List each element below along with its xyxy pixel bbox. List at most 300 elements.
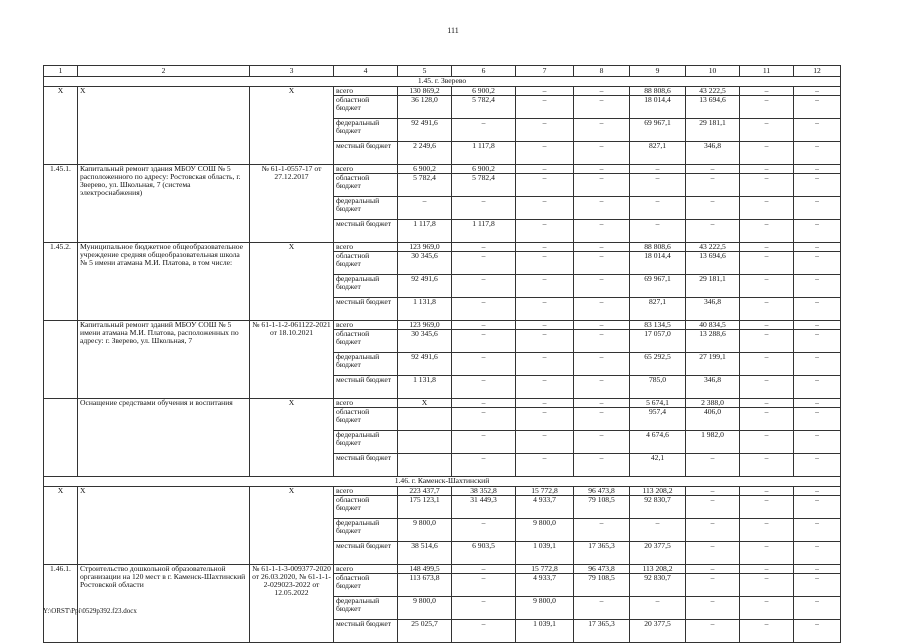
value-cell: – (516, 165, 574, 174)
budget-type: местный бюджет (334, 376, 398, 399)
value-cell: – (740, 165, 794, 174)
value-cell: – (794, 376, 841, 399)
budget-type: местный бюджет (334, 298, 398, 321)
budget-type: всего (334, 87, 398, 96)
value-cell: – (794, 542, 841, 565)
value-cell: – (452, 565, 516, 574)
value-cell: 113 208,2 (630, 565, 686, 574)
value-cell: – (452, 243, 516, 252)
value-cell: – (740, 519, 794, 542)
value-cell: – (516, 174, 574, 197)
document-ref: X (250, 87, 334, 165)
value-cell: 92 491,6 (398, 119, 452, 142)
item-name: Капитальный ремонт зданий МБОУ СОШ № 5 имени атамана М.И. Платова, расположенных по адресу: г. Зверево, ул. Школьная, 7 (78, 321, 250, 399)
value-cell: – (452, 353, 516, 376)
value-cell: 346,8 (686, 298, 740, 321)
value-cell: 5 782,4 (398, 174, 452, 197)
value-cell: 15 772,8 (516, 565, 574, 574)
item-number: 1.45.1. (44, 165, 78, 243)
column-header: 1 (44, 66, 78, 77)
value-cell: – (686, 487, 740, 496)
value-cell: – (686, 496, 740, 519)
value-cell: 1 117,8 (452, 142, 516, 165)
value-cell: 17 365,3 (574, 542, 630, 565)
value-cell: – (794, 96, 841, 119)
value-cell: – (574, 142, 630, 165)
budget-type: федеральный бюджет (334, 197, 398, 220)
value-cell: – (794, 353, 841, 376)
value-cell: 88 808,6 (630, 87, 686, 96)
value-cell: 92 491,6 (398, 353, 452, 376)
value-cell: – (516, 275, 574, 298)
file-path-footer: Y:\ORST\Ppi\0529p392.f23.docx (43, 607, 137, 615)
value-cell: 957,4 (630, 408, 686, 431)
document-ref: № 61-1-0557-17 от 27.12.2017 (250, 165, 334, 243)
section-title: 1.46. г. Каменск-Шахтинский (44, 477, 841, 487)
budget-type: местный бюджет (334, 542, 398, 565)
budget-type: федеральный бюджет (334, 353, 398, 376)
value-cell: X (398, 399, 452, 408)
value-cell: – (794, 565, 841, 574)
value-cell: – (398, 197, 452, 220)
value-cell: 4 933,7 (516, 496, 574, 519)
value-cell: – (740, 487, 794, 496)
value-cell: 92 830,7 (630, 496, 686, 519)
value-cell: – (630, 220, 686, 243)
document-ref: № 61-1-1-3-009377-2020 от 26.03.2020, № 61-1-1-2-029023-2022 от 12.05.2022 (250, 565, 334, 643)
value-cell: 17 057,0 (630, 330, 686, 353)
value-cell: 113 673,8 (398, 574, 452, 597)
value-cell: 83 134,5 (630, 321, 686, 330)
document-ref: № 61-1-1-2-061122-2021 от 18.10.2021 (250, 321, 334, 399)
budget-type: местный бюджет (334, 220, 398, 243)
value-cell: 6 900,2 (452, 165, 516, 174)
value-cell: – (452, 321, 516, 330)
budget-type: федеральный бюджет (334, 119, 398, 142)
value-cell: – (574, 87, 630, 96)
value-cell: – (516, 298, 574, 321)
value-cell: – (740, 220, 794, 243)
item-name: Оснащение средствами обучения и воспитания (78, 399, 250, 477)
value-cell: 13 694,6 (686, 252, 740, 275)
value-cell: – (574, 519, 630, 542)
value-cell: 4 933,7 (516, 574, 574, 597)
value-cell: – (574, 408, 630, 431)
page-number: 111 (447, 26, 459, 35)
value-cell: – (452, 330, 516, 353)
value-cell: – (686, 565, 740, 574)
value-cell: – (740, 408, 794, 431)
value-cell: 827,1 (630, 142, 686, 165)
value-cell: – (452, 454, 516, 477)
value-cell: – (740, 87, 794, 96)
header-row (44, 66, 841, 77)
value-cell: 785,0 (630, 376, 686, 399)
value-cell: – (794, 197, 841, 220)
value-cell: – (794, 330, 841, 353)
budget-type: всего (334, 321, 398, 330)
value-cell: – (794, 620, 841, 643)
value-cell: – (516, 399, 574, 408)
value-cell: – (740, 275, 794, 298)
value-cell: – (574, 275, 630, 298)
budget-type: областной бюджет (334, 330, 398, 353)
value-cell: – (740, 496, 794, 519)
value-cell: – (794, 298, 841, 321)
value-cell: – (574, 165, 630, 174)
value-cell: – (516, 220, 574, 243)
value-cell: – (574, 96, 630, 119)
budget-type: местный бюджет (334, 620, 398, 643)
value-cell: – (574, 220, 630, 243)
value-cell: – (794, 321, 841, 330)
document-ref: X (250, 399, 334, 477)
value-cell: 6 900,2 (452, 87, 516, 96)
value-cell: – (794, 597, 841, 620)
value-cell: 69 967,1 (630, 275, 686, 298)
value-cell: – (630, 174, 686, 197)
column-header: 4 (334, 66, 398, 77)
value-cell: – (686, 165, 740, 174)
value-cell: – (452, 275, 516, 298)
table-row (44, 165, 841, 174)
value-cell: – (740, 96, 794, 119)
value-cell: – (516, 321, 574, 330)
value-cell: 31 449,3 (452, 496, 516, 519)
value-cell: – (740, 321, 794, 330)
value-cell: 79 108,5 (574, 496, 630, 519)
value-cell: – (574, 597, 630, 620)
value-cell: – (574, 119, 630, 142)
value-cell: 175 123,1 (398, 496, 452, 519)
value-cell: – (452, 519, 516, 542)
value-cell: – (794, 574, 841, 597)
budget-type: местный бюджет (334, 454, 398, 477)
value-cell: 38 352,8 (452, 487, 516, 496)
value-cell: 92 830,7 (630, 574, 686, 597)
document-ref: X (250, 243, 334, 321)
value-cell: 20 377,5 (630, 620, 686, 643)
value-cell: – (630, 165, 686, 174)
value-cell: – (516, 119, 574, 142)
value-cell: – (452, 597, 516, 620)
value-cell: 15 772,8 (516, 487, 574, 496)
table-row (44, 565, 841, 574)
value-cell: 346,8 (686, 376, 740, 399)
value-cell: – (452, 298, 516, 321)
section-title-row (44, 477, 841, 487)
table-row (44, 487, 841, 496)
value-cell: – (740, 330, 794, 353)
value-cell: 1 131,8 (398, 376, 452, 399)
value-cell: – (740, 376, 794, 399)
table-row (44, 321, 841, 330)
column-header: 5 (398, 66, 452, 77)
value-cell: – (794, 220, 841, 243)
value-cell: – (516, 142, 574, 165)
item-number: 1.46.1. (44, 565, 78, 643)
budget-type: областной бюджет (334, 174, 398, 197)
value-cell: – (574, 174, 630, 197)
value-cell: 123 969,0 (398, 243, 452, 252)
value-cell: 130 869,2 (398, 87, 452, 96)
value-cell: – (794, 87, 841, 96)
value-cell: – (740, 574, 794, 597)
value-cell: – (516, 243, 574, 252)
value-cell: – (686, 197, 740, 220)
value-cell: – (740, 119, 794, 142)
value-cell: – (740, 142, 794, 165)
value-cell: – (794, 454, 841, 477)
value-cell: 30 345,6 (398, 252, 452, 275)
value-cell: – (794, 243, 841, 252)
value-cell: – (740, 399, 794, 408)
value-cell: – (794, 252, 841, 275)
value-cell: – (452, 376, 516, 399)
value-cell: 69 967,1 (630, 119, 686, 142)
column-header: 12 (794, 66, 841, 77)
value-cell: 1 131,8 (398, 298, 452, 321)
value-cell: – (452, 408, 516, 431)
value-cell: – (686, 620, 740, 643)
value-cell: – (516, 197, 574, 220)
value-cell: 406,0 (686, 408, 740, 431)
value-cell: – (740, 353, 794, 376)
value-cell: 5 782,4 (452, 96, 516, 119)
value-cell: – (740, 174, 794, 197)
column-header: 9 (630, 66, 686, 77)
value-cell: 9 800,0 (516, 597, 574, 620)
value-cell: – (740, 243, 794, 252)
value-cell: – (574, 243, 630, 252)
value-cell: 6 900,2 (398, 165, 452, 174)
document-ref: X (250, 487, 334, 565)
value-cell: – (630, 197, 686, 220)
value-cell: 1 039,1 (516, 620, 574, 643)
budget-type: федеральный бюджет (334, 431, 398, 454)
value-cell: – (574, 197, 630, 220)
value-cell: 13 288,6 (686, 330, 740, 353)
item-name: Капитальный ремонт здания МБОУ СОШ № 5 расположенного по адресу: Ростовская область, г. Зверево, ул. Школьная, 7 (система электроснабжения) (78, 165, 250, 243)
value-cell: 1 982,0 (686, 431, 740, 454)
value-cell: – (630, 597, 686, 620)
value-cell: – (516, 353, 574, 376)
value-cell: – (686, 574, 740, 597)
item-number (44, 399, 78, 477)
value-cell: – (794, 399, 841, 408)
value-cell (398, 431, 452, 454)
budget-type: областной бюджет (334, 408, 398, 431)
value-cell: 18 014,4 (630, 96, 686, 119)
column-header: 2 (78, 66, 250, 77)
value-cell: – (794, 119, 841, 142)
budget-type: всего (334, 565, 398, 574)
value-cell: 148 499,5 (398, 565, 452, 574)
value-cell: 123 969,0 (398, 321, 452, 330)
value-cell: – (686, 220, 740, 243)
budget-type: всего (334, 487, 398, 496)
value-cell: – (452, 431, 516, 454)
column-header: 7 (516, 66, 574, 77)
value-cell: 36 128,0 (398, 96, 452, 119)
budget-type: областной бюджет (334, 252, 398, 275)
value-cell: – (686, 454, 740, 477)
value-cell: 43 222,5 (686, 243, 740, 252)
value-cell: – (740, 431, 794, 454)
value-cell: – (794, 165, 841, 174)
value-cell: 5 674,1 (630, 399, 686, 408)
value-cell: – (574, 353, 630, 376)
value-cell: 42,1 (630, 454, 686, 477)
value-cell: – (452, 119, 516, 142)
budget-type: федеральный бюджет (334, 597, 398, 620)
value-cell: – (452, 252, 516, 275)
value-cell: 38 514,6 (398, 542, 452, 565)
value-cell: – (740, 542, 794, 565)
value-cell (398, 454, 452, 477)
value-cell: 27 199,1 (686, 353, 740, 376)
column-header: 8 (574, 66, 630, 77)
value-cell: – (686, 519, 740, 542)
value-cell: – (794, 174, 841, 197)
value-cell: 827,1 (630, 298, 686, 321)
value-cell: – (794, 142, 841, 165)
budget-type: местный бюджет (334, 142, 398, 165)
column-header: 3 (250, 66, 334, 77)
value-cell: 29 181,1 (686, 275, 740, 298)
table-row (44, 399, 841, 408)
value-cell: – (686, 542, 740, 565)
value-cell: – (516, 376, 574, 399)
value-cell: – (452, 620, 516, 643)
value-cell: 2 249,6 (398, 142, 452, 165)
value-cell: 96 473,8 (574, 565, 630, 574)
value-cell: – (794, 496, 841, 519)
value-cell: 1 039,1 (516, 542, 574, 565)
value-cell: – (740, 620, 794, 643)
value-cell: – (794, 275, 841, 298)
value-cell: 96 473,8 (574, 487, 630, 496)
value-cell (398, 408, 452, 431)
budget-type: областной бюджет (334, 496, 398, 519)
value-cell: 113 208,2 (630, 487, 686, 496)
value-cell: – (794, 431, 841, 454)
value-cell: – (686, 597, 740, 620)
value-cell: – (630, 519, 686, 542)
table-row (44, 87, 841, 96)
value-cell: – (574, 454, 630, 477)
value-cell: – (516, 96, 574, 119)
value-cell: 1 117,8 (398, 220, 452, 243)
value-cell: 346,8 (686, 142, 740, 165)
value-cell: – (516, 87, 574, 96)
item-number: X (44, 87, 78, 165)
value-cell: – (686, 174, 740, 197)
item-name: X (78, 87, 250, 165)
budget-type: всего (334, 399, 398, 408)
value-cell: 25 025,7 (398, 620, 452, 643)
value-cell: – (740, 197, 794, 220)
value-cell: 6 903,5 (452, 542, 516, 565)
value-cell: – (574, 321, 630, 330)
budget-type: всего (334, 165, 398, 174)
value-cell: – (516, 252, 574, 275)
value-cell: – (740, 565, 794, 574)
value-cell: – (516, 431, 574, 454)
value-cell: – (794, 519, 841, 542)
value-cell: – (574, 330, 630, 353)
value-cell: – (574, 376, 630, 399)
value-cell: – (574, 399, 630, 408)
value-cell: 43 222,5 (686, 87, 740, 96)
value-cell: – (516, 330, 574, 353)
item-name: Строительство дошкольной образовательной организации на 120 мест в г. Каменск-Шахтинский Ростовской области (78, 565, 250, 643)
value-cell: – (574, 252, 630, 275)
value-cell: 17 365,3 (574, 620, 630, 643)
value-cell: 1 117,8 (452, 220, 516, 243)
value-cell: – (452, 197, 516, 220)
value-cell: 13 694,6 (686, 96, 740, 119)
item-name: X (78, 487, 250, 565)
value-cell: 2 388,0 (686, 399, 740, 408)
value-cell: – (516, 408, 574, 431)
budget-type: всего (334, 243, 398, 252)
value-cell: – (516, 454, 574, 477)
value-cell: – (794, 487, 841, 496)
value-cell: 40 834,5 (686, 321, 740, 330)
table-body (44, 66, 841, 643)
item-number (44, 321, 78, 399)
value-cell: – (574, 431, 630, 454)
value-cell: 9 800,0 (398, 597, 452, 620)
value-cell: 29 181,1 (686, 119, 740, 142)
budget-table (43, 65, 841, 643)
value-cell: 20 377,5 (630, 542, 686, 565)
value-cell: – (574, 298, 630, 321)
value-cell: – (452, 399, 516, 408)
value-cell: 88 808,6 (630, 243, 686, 252)
section-title-row (44, 77, 841, 87)
value-cell: 18 014,4 (630, 252, 686, 275)
value-cell: – (452, 574, 516, 597)
value-cell: – (740, 252, 794, 275)
budget-type: федеральный бюджет (334, 275, 398, 298)
value-cell: 92 491,6 (398, 275, 452, 298)
item-number: X (44, 487, 78, 565)
value-cell: 9 800,0 (516, 519, 574, 542)
value-cell: 79 108,5 (574, 574, 630, 597)
item-number: 1.45.2. (44, 243, 78, 321)
column-header: 10 (686, 66, 740, 77)
budget-type: областной бюджет (334, 574, 398, 597)
value-cell: 4 674,6 (630, 431, 686, 454)
budget-type: областной бюджет (334, 96, 398, 119)
table-row (44, 243, 841, 252)
value-cell: – (740, 597, 794, 620)
value-cell: – (794, 408, 841, 431)
value-cell: 223 437,7 (398, 487, 452, 496)
value-cell: – (740, 454, 794, 477)
section-title: 1.45. г. Зверево (44, 77, 841, 87)
budget-type: федеральный бюджет (334, 519, 398, 542)
value-cell: 5 782,4 (452, 174, 516, 197)
value-cell: 30 345,6 (398, 330, 452, 353)
value-cell: 9 800,0 (398, 519, 452, 542)
item-name: Муниципальное бюджетное общеобразовательное учреждение средняя общеобразовательная школа № 5 имени атамана М.И. Платова, в том числе: (78, 243, 250, 321)
column-header: 11 (740, 66, 794, 77)
value-cell: – (740, 298, 794, 321)
value-cell: 65 292,5 (630, 353, 686, 376)
